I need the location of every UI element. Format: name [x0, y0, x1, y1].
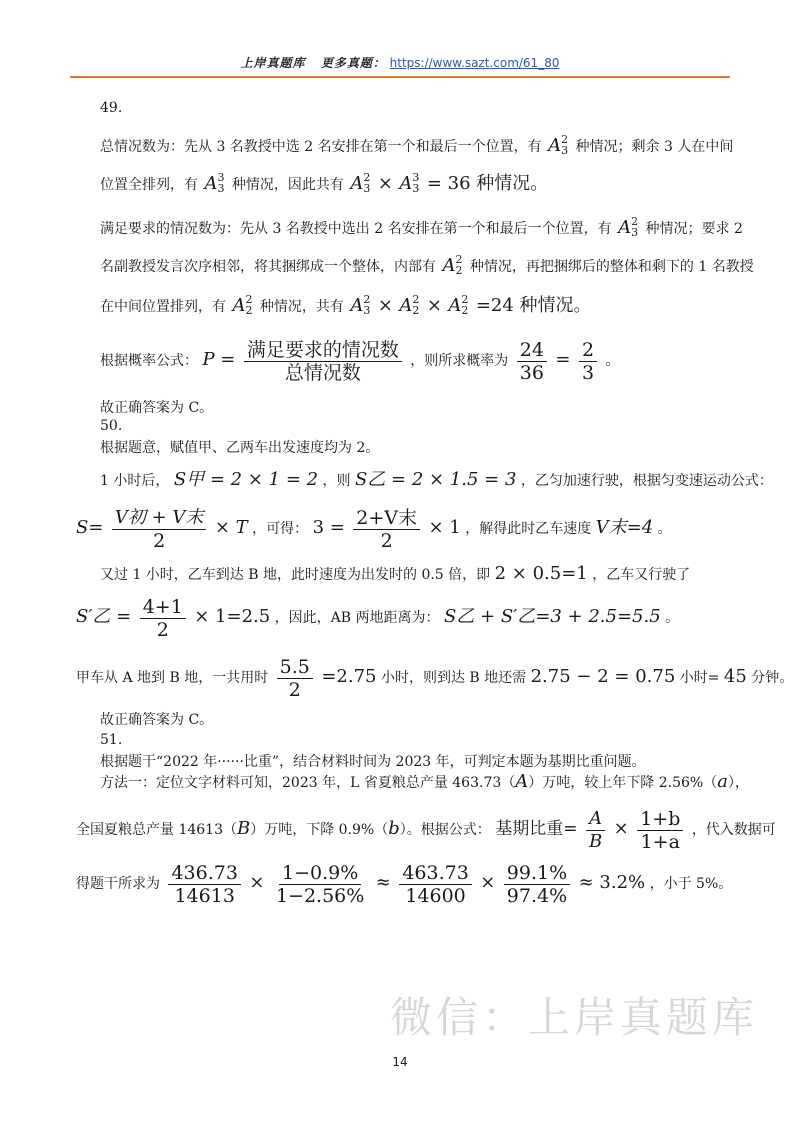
watermark-text: 微信：上岸真题库: [390, 993, 759, 1042]
q51-line-1: 根据题干“2022 年······比重”，结合材料时间为 2023 年，可判定本题为基期比重问题。: [100, 754, 646, 770]
question-number-49: 49.: [100, 100, 123, 116]
q50-line-1: 根据题意，赋值甲、乙两车出发速度均为 2。: [100, 440, 380, 456]
q49-line-2: 位置全排列，有 A 3 3 种情况，因此共有 A 2 3 × A 3 3 = 36 种情况。: [100, 171, 549, 195]
header-url-link[interactable]: https://www.sazt.com/61_80: [389, 56, 560, 70]
question-number-50: 50.: [100, 418, 123, 434]
header-divider: [70, 76, 730, 78]
question-number-51: 51.: [100, 732, 123, 748]
q51-line-2: 方法一：定位文字材料可知，2023 年，L 省夏粮总产量 463.73（A）万吨，较上年下降 2.56%（a），: [100, 771, 749, 792]
q50-line-4: 又过 1 小时，乙车到达 B 地，此时速度为出发时的 0.5 倍，即 2 × 0.5=1 ，乙车又行驶了: [100, 563, 691, 584]
header-more-label: 更多真题：: [320, 56, 386, 70]
q49-line-1: 总情况数为：先从 3 名教授中选 2 名安排在第一个和最后一个位置，有 A 2 3 种情况；剩余 3 人在中间: [100, 133, 734, 157]
q49-answer: 故正确答案为 C。: [100, 400, 214, 416]
q50-answer: 故正确答案为 C。: [100, 712, 214, 728]
q49-line-3: 满足要求的情况数为：先从 3 名教授中选出 2 名安排在第一个和最后一个位置，有 A 2 3 种情况；要求 2: [100, 215, 743, 239]
q49-line-6-probability: 根据概率公式： P = $\frac{\text{满足要求的情况数}}{\text{总情况数}}$ ，则所求概率为 $\frac{24}{36}$ = $\frac{2}{3}$ 。: [100, 338, 620, 384]
q49-line-4: 名副教授发言次序相邻，将其捆绑成一个整体，内部有 A 2 2 种情况，再把捆绑后的整体和剩下的 1 名教授: [100, 253, 754, 277]
q49-line-5: 在中间位置排列，有 A 2 2 种情况，共有 A 2 3 × A 2 2 × A 2 2 =24 种情况。: [100, 293, 592, 317]
q50-line-6: 甲车从 A 地到 B 地，一共用时 $\frac{5.5}{2}$ =2.75 小时，则到达 B 地还需 2.75 − 2 = 0.75 小时= 45 分钟。: [76, 655, 794, 701]
q50-line-3-formula: S= $\frac{\text{V初 + V末}}{2}$ × T ，可得： 3 = $\frac{\text{2+V末}}{2}$ × 1 ，解得此时乙车速度 V末=4 。: [76, 506, 672, 552]
q50-line-2: 1 小时后， S甲 = 2 × 1 = 2 ，则 S乙 = 2 × 1.5 = 3 ，乙匀加速行驶，根据匀变速运动公式：: [100, 469, 773, 490]
perm-a32: A 2 3: [548, 133, 569, 157]
header-brand: 上岸真题库: [240, 56, 306, 70]
q50-line-5: S′乙 = $\frac{4+1}{2}$ × 1=2.5 ，因此，AB 两地距离为： S乙 + S′乙=3 + 2.5=5.5 。: [76, 595, 680, 641]
q51-line-4: 得题干所求为 $\frac{436.73}{14613}$ × $\frac{1-0.9\%}{1-2.56\%}$ ≈ $\frac{463.73}{14600}$ × $\frac{99.1\%}{97.4\%}$ ≈ 3.2% ，小于 5%。: [76, 861, 733, 907]
q51-line-3: 全国夏粮总产量 14613（B）万吨，下降 0.9%（b）。根据公式： 基期比重= $\frac{A}{B}$ × $\frac{1+b}{1+a}$ ，代入数据可: [76, 807, 776, 853]
page-header: [0, 54, 800, 71]
page-number: 14: [392, 1055, 408, 1069]
probability-fraction: $\frac{\text{满足要求的情况数}}{\text{总情况数}}$: [244, 340, 402, 383]
